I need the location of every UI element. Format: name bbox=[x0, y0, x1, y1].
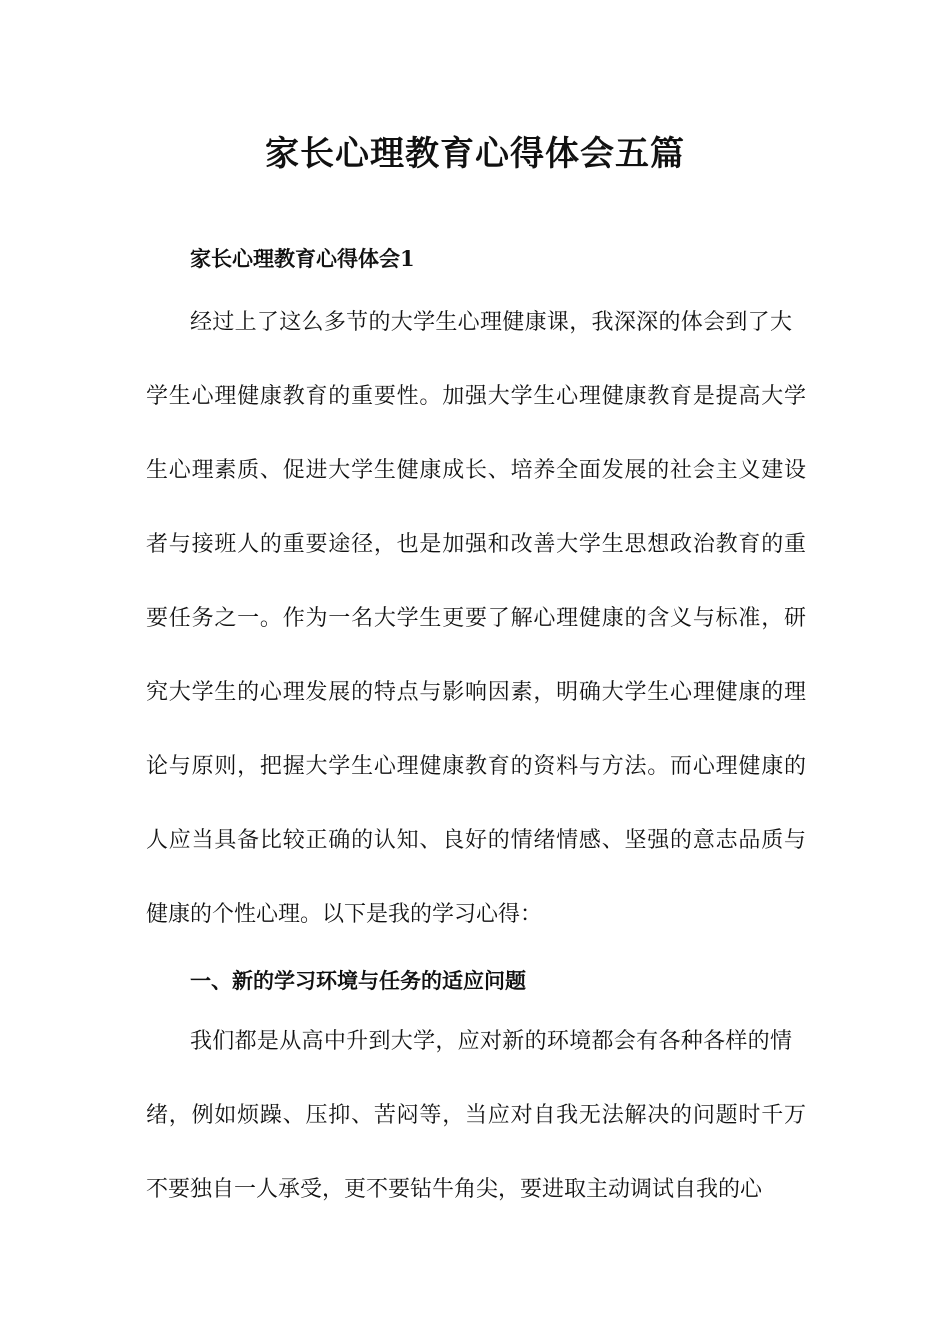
subsection-heading: 一、新的学习环境与任务的适应问题 bbox=[190, 968, 526, 993]
section-heading: 家长心理教育心得体会1 bbox=[190, 246, 415, 271]
paragraph-line: 生心理素质、促进大学生健康成长、培养全面发展的社会主义建设 bbox=[146, 458, 806, 483]
paragraph-line: 论与原则，把握大学生心理健康教育的资料与方法。而心理健康的 bbox=[146, 754, 806, 779]
paragraph-line: 人应当具备比较正确的认知、良好的情绪情感、坚强的意志品质与 bbox=[146, 828, 806, 853]
paragraph-line: 究大学生的心理发展的特点与影响因素，明确大学生心理健康的理 bbox=[146, 680, 806, 705]
paragraph-line: 者与接班人的重要途径，也是加强和改善大学生思想政治教育的重 bbox=[146, 532, 806, 557]
document-title: 家长心理教育心得体会五篇 bbox=[265, 134, 685, 174]
paragraph-line: 我们都是从高中升到大学，应对新的环境都会有各种各样的情 bbox=[190, 1029, 792, 1054]
paragraph-line: 绪，例如烦躁、压抑、苦闷等，当应对自我无法解决的问题时千万 bbox=[146, 1103, 806, 1128]
paragraph-line: 经过上了这么多节的大学生心理健康课，我深深的体会到了大 bbox=[190, 310, 792, 335]
paragraph-line: 学生心理健康教育的重要性。加强大学生心理健康教育是提高大学 bbox=[146, 384, 806, 409]
paragraph-line: 健康的个性心理。以下是我的学习心得： bbox=[146, 902, 543, 927]
paragraph-line: 不要独自一人承受，更不要钻牛角尖，要进取主动调试自我的心 bbox=[146, 1177, 763, 1202]
paragraph-line: 要任务之一。作为一名大学生更要了解心理健康的含义与标准，研 bbox=[146, 606, 806, 631]
